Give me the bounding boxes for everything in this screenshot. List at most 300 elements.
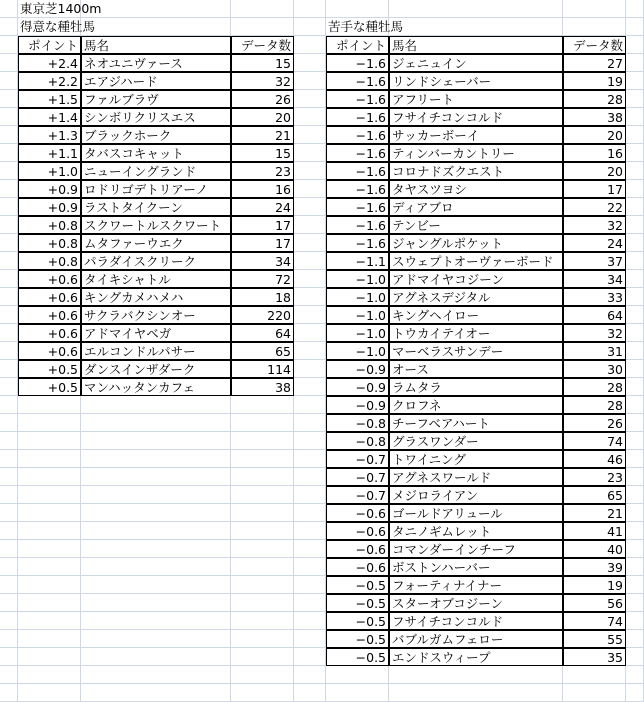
grid-cell[interactable] (626, 306, 644, 324)
grid-cell[interactable] (294, 540, 326, 558)
left-point-cell[interactable]: +1.3 (18, 126, 81, 144)
right-horse-cell[interactable]: クロフネ (389, 396, 563, 414)
left-count-cell[interactable]: 38 (231, 378, 294, 396)
right-point-cell[interactable]: −0.9 (326, 360, 389, 378)
grid-cell[interactable] (626, 36, 644, 54)
grid-cell[interactable] (0, 288, 18, 306)
grid-cell[interactable] (294, 126, 326, 144)
left-horse-cell[interactable]: サクラバクシンオー (81, 306, 231, 324)
right-point-cell[interactable]: −1.6 (326, 234, 389, 252)
grid-cell[interactable] (0, 576, 18, 594)
left-point-cell[interactable]: +0.8 (18, 216, 81, 234)
left-count-cell[interactable]: 17 (231, 216, 294, 234)
right-point-cell[interactable]: −1.6 (326, 198, 389, 216)
left-header-point[interactable]: ポイント (18, 36, 81, 54)
left-count-cell[interactable]: 72 (231, 270, 294, 288)
grid-cell[interactable] (18, 486, 81, 504)
grid-cell[interactable] (294, 252, 326, 270)
grid-cell[interactable] (0, 594, 18, 612)
left-point-cell[interactable]: +0.9 (18, 198, 81, 216)
right-count-cell[interactable]: 35 (563, 648, 626, 666)
right-point-cell[interactable]: −1.0 (326, 342, 389, 360)
grid-cell[interactable] (231, 468, 294, 486)
right-count-cell[interactable]: 31 (563, 342, 626, 360)
right-horse-cell[interactable]: ボストンハーバー (389, 558, 563, 576)
right-horse-cell[interactable]: アグネスデジタル (389, 288, 563, 306)
left-count-cell[interactable]: 64 (231, 324, 294, 342)
grid-cell[interactable] (18, 522, 81, 540)
right-count-cell[interactable]: 26 (563, 414, 626, 432)
grid-cell[interactable] (0, 432, 18, 450)
left-point-cell[interactable]: +1.1 (18, 144, 81, 162)
grid-cell[interactable] (626, 684, 644, 702)
grid-cell[interactable] (294, 54, 326, 72)
right-count-cell[interactable]: 23 (563, 468, 626, 486)
right-count-cell[interactable]: 32 (563, 216, 626, 234)
grid-cell[interactable] (81, 594, 231, 612)
grid-cell[interactable] (81, 522, 231, 540)
grid-cell[interactable] (81, 684, 231, 702)
right-point-cell[interactable]: −1.6 (326, 216, 389, 234)
grid-cell[interactable] (626, 234, 644, 252)
right-horse-cell[interactable]: ジェニュイン (389, 54, 563, 72)
left-horse-cell[interactable]: ラストタイクーン (81, 198, 231, 216)
grid-cell[interactable] (0, 216, 18, 234)
grid-cell[interactable] (231, 18, 294, 36)
right-point-cell[interactable]: −0.5 (326, 648, 389, 666)
left-point-cell[interactable]: +1.4 (18, 108, 81, 126)
left-horse-cell[interactable]: ムタファーウエク (81, 234, 231, 252)
grid-cell[interactable] (294, 198, 326, 216)
right-point-cell[interactable]: −1.0 (326, 288, 389, 306)
right-horse-cell[interactable]: テンビー (389, 216, 563, 234)
grid-cell[interactable] (0, 126, 18, 144)
grid-cell[interactable] (626, 162, 644, 180)
left-horse-cell[interactable]: ダンスインザダーク (81, 360, 231, 378)
grid-cell[interactable] (81, 486, 231, 504)
grid-cell[interactable] (389, 666, 563, 684)
grid-cell[interactable] (81, 648, 231, 666)
right-horse-cell[interactable]: ティンバーカントリー (389, 144, 563, 162)
grid-cell[interactable] (0, 162, 18, 180)
grid-cell[interactable] (0, 486, 18, 504)
right-point-cell[interactable]: −0.7 (326, 486, 389, 504)
left-count-cell[interactable]: 26 (231, 90, 294, 108)
right-header-count[interactable]: データ数 (563, 36, 626, 54)
left-horse-cell[interactable]: ブラックホーク (81, 126, 231, 144)
grid-cell[interactable] (81, 414, 231, 432)
left-count-cell[interactable]: 220 (231, 306, 294, 324)
grid-cell[interactable] (231, 486, 294, 504)
right-count-cell[interactable]: 38 (563, 108, 626, 126)
left-point-cell[interactable]: +0.6 (18, 270, 81, 288)
right-horse-cell[interactable]: メジロライアン (389, 486, 563, 504)
left-horse-cell[interactable]: ニューイングランド (81, 162, 231, 180)
right-point-cell[interactable]: −0.5 (326, 612, 389, 630)
left-horse-cell[interactable]: パラダイスクリーク (81, 252, 231, 270)
grid-cell[interactable] (294, 72, 326, 90)
grid-cell[interactable] (18, 648, 81, 666)
right-count-cell[interactable]: 34 (563, 270, 626, 288)
grid-cell[interactable] (626, 612, 644, 630)
right-point-cell[interactable]: −0.6 (326, 522, 389, 540)
grid-cell[interactable] (81, 468, 231, 486)
grid-cell[interactable] (626, 144, 644, 162)
right-horse-cell[interactable]: グラスワンダー (389, 432, 563, 450)
grid-cell[interactable] (0, 522, 18, 540)
right-horse-cell[interactable]: トウカイテイオー (389, 324, 563, 342)
grid-cell[interactable] (294, 414, 326, 432)
grid-cell[interactable] (0, 630, 18, 648)
grid-cell[interactable] (294, 306, 326, 324)
grid-cell[interactable] (0, 72, 18, 90)
grid-cell[interactable] (563, 684, 626, 702)
grid-cell[interactable] (626, 90, 644, 108)
grid-cell[interactable] (18, 432, 81, 450)
right-point-cell[interactable]: −0.5 (326, 630, 389, 648)
grid-cell[interactable] (626, 324, 644, 342)
grid-cell[interactable] (18, 630, 81, 648)
grid-cell[interactable] (18, 504, 81, 522)
grid-cell[interactable] (0, 90, 18, 108)
grid-cell[interactable] (81, 18, 231, 36)
grid-cell[interactable] (18, 666, 81, 684)
left-horse-cell[interactable]: マンハッタンカフェ (81, 378, 231, 396)
grid-cell[interactable] (626, 252, 644, 270)
grid-cell[interactable] (294, 162, 326, 180)
grid-cell[interactable] (294, 270, 326, 288)
grid-cell[interactable] (231, 450, 294, 468)
left-point-cell[interactable]: +2.4 (18, 54, 81, 72)
right-horse-cell[interactable]: スウェプトオーヴァーボード (389, 252, 563, 270)
grid-cell[interactable] (294, 0, 326, 18)
right-count-cell[interactable]: 32 (563, 324, 626, 342)
grid-cell[interactable] (0, 396, 18, 414)
left-point-cell[interactable]: +0.6 (18, 342, 81, 360)
grid-cell[interactable] (626, 270, 644, 288)
grid-cell[interactable] (18, 468, 81, 486)
left-point-cell[interactable]: +2.2 (18, 72, 81, 90)
grid-cell[interactable] (626, 396, 644, 414)
grid-cell[interactable] (0, 180, 18, 198)
right-horse-cell[interactable]: エンドスウィープ (389, 648, 563, 666)
left-count-cell[interactable]: 18 (231, 288, 294, 306)
grid-cell[interactable] (326, 0, 389, 18)
right-point-cell[interactable]: −0.7 (326, 450, 389, 468)
right-horse-cell[interactable]: アフリート (389, 90, 563, 108)
grid-cell[interactable] (0, 54, 18, 72)
right-horse-cell[interactable]: ディアブロ (389, 198, 563, 216)
grid-cell[interactable] (626, 504, 644, 522)
left-point-cell[interactable]: +0.6 (18, 324, 81, 342)
grid-cell[interactable] (294, 324, 326, 342)
grid-cell[interactable] (0, 450, 18, 468)
right-point-cell[interactable]: −1.0 (326, 306, 389, 324)
right-point-cell[interactable]: −0.9 (326, 396, 389, 414)
left-horse-cell[interactable]: アドマイヤベガ (81, 324, 231, 342)
right-horse-cell[interactable]: フォーティナイナー (389, 576, 563, 594)
grid-cell[interactable] (231, 504, 294, 522)
grid-cell[interactable] (231, 630, 294, 648)
grid-cell[interactable] (626, 522, 644, 540)
grid-cell[interactable] (294, 36, 326, 54)
left-header-count[interactable]: データ数 (231, 36, 294, 54)
left-horse-cell[interactable]: スクワートルスクワート (81, 216, 231, 234)
left-count-cell[interactable]: 16 (231, 180, 294, 198)
right-point-cell[interactable]: −0.6 (326, 504, 389, 522)
grid-cell[interactable] (0, 612, 18, 630)
grid-cell[interactable] (626, 468, 644, 486)
grid-cell[interactable] (626, 72, 644, 90)
grid-cell[interactable] (626, 378, 644, 396)
left-count-cell[interactable]: 114 (231, 360, 294, 378)
left-point-cell[interactable]: +0.5 (18, 360, 81, 378)
left-count-cell[interactable]: 17 (231, 234, 294, 252)
grid-cell[interactable] (81, 666, 231, 684)
right-count-cell[interactable]: 46 (563, 450, 626, 468)
grid-cell[interactable] (563, 0, 626, 18)
right-count-cell[interactable]: 21 (563, 504, 626, 522)
right-point-cell[interactable]: −1.6 (326, 162, 389, 180)
grid-cell[interactable] (626, 54, 644, 72)
right-horse-cell[interactable]: ゴールドアリュール (389, 504, 563, 522)
right-count-cell[interactable]: 17 (563, 180, 626, 198)
grid-cell[interactable] (18, 594, 81, 612)
grid-cell[interactable] (626, 594, 644, 612)
grid-cell[interactable] (294, 450, 326, 468)
right-point-cell[interactable]: −1.6 (326, 54, 389, 72)
left-count-cell[interactable]: 32 (231, 72, 294, 90)
left-horse-cell[interactable]: ロドリゴデトリアーノ (81, 180, 231, 198)
grid-cell[interactable] (626, 486, 644, 504)
grid-cell[interactable] (294, 90, 326, 108)
grid-cell[interactable] (626, 414, 644, 432)
grid-cell[interactable] (563, 18, 626, 36)
grid-cell[interactable] (0, 252, 18, 270)
right-count-cell[interactable]: 20 (563, 162, 626, 180)
grid-cell[interactable] (294, 216, 326, 234)
grid-cell[interactable] (0, 198, 18, 216)
grid-cell[interactable] (294, 558, 326, 576)
left-count-cell[interactable]: 65 (231, 342, 294, 360)
left-point-cell[interactable]: +0.6 (18, 306, 81, 324)
grid-cell[interactable] (626, 576, 644, 594)
right-count-cell[interactable]: 30 (563, 360, 626, 378)
left-count-cell[interactable]: 15 (231, 54, 294, 72)
grid-cell[interactable] (294, 684, 326, 702)
right-count-cell[interactable]: 40 (563, 540, 626, 558)
grid-cell[interactable] (231, 396, 294, 414)
grid-cell[interactable] (18, 414, 81, 432)
grid-cell[interactable] (81, 576, 231, 594)
grid-cell[interactable] (626, 18, 644, 36)
right-horse-cell[interactable]: チーフベアハート (389, 414, 563, 432)
grid-cell[interactable] (231, 594, 294, 612)
grid-cell[interactable] (0, 18, 18, 36)
right-point-cell[interactable]: −0.6 (326, 558, 389, 576)
right-header-point[interactable]: ポイント (326, 36, 389, 54)
grid-cell[interactable] (294, 576, 326, 594)
grid-cell[interactable] (0, 234, 18, 252)
right-horse-cell[interactable]: コロナドズクエスト (389, 162, 563, 180)
grid-cell[interactable] (294, 522, 326, 540)
right-horse-cell[interactable]: マーベラスサンデー (389, 342, 563, 360)
grid-cell[interactable] (231, 666, 294, 684)
right-horse-cell[interactable]: ラムタラ (389, 378, 563, 396)
right-count-cell[interactable]: 37 (563, 252, 626, 270)
left-point-cell[interactable]: +1.0 (18, 162, 81, 180)
left-horse-cell[interactable]: タバスコキャット (81, 144, 231, 162)
right-count-cell[interactable]: 28 (563, 378, 626, 396)
grid-cell[interactable] (626, 342, 644, 360)
left-horse-cell[interactable]: エルコンドルパサー (81, 342, 231, 360)
left-count-cell[interactable]: 23 (231, 162, 294, 180)
grid-cell[interactable] (626, 126, 644, 144)
grid-cell[interactable] (0, 306, 18, 324)
grid-cell[interactable] (0, 144, 18, 162)
left-horse-cell[interactable]: シンボリクリスエス (81, 108, 231, 126)
left-point-cell[interactable]: +0.5 (18, 378, 81, 396)
grid-cell[interactable] (326, 684, 389, 702)
grid-cell[interactable] (0, 360, 18, 378)
grid-cell[interactable] (294, 666, 326, 684)
grid-cell[interactable] (0, 324, 18, 342)
right-count-cell[interactable]: 19 (563, 72, 626, 90)
grid-cell[interactable] (18, 540, 81, 558)
grid-cell[interactable] (0, 0, 18, 18)
right-point-cell[interactable]: −1.6 (326, 180, 389, 198)
right-point-cell[interactable]: −1.6 (326, 144, 389, 162)
right-count-cell[interactable]: 16 (563, 144, 626, 162)
grid-cell[interactable] (294, 648, 326, 666)
grid-cell[interactable] (294, 378, 326, 396)
left-count-cell[interactable]: 15 (231, 144, 294, 162)
left-count-cell[interactable]: 34 (231, 252, 294, 270)
left-count-cell[interactable]: 20 (231, 108, 294, 126)
grid-cell[interactable] (294, 504, 326, 522)
right-horse-cell[interactable]: フサイチコンコルド (389, 108, 563, 126)
grid-cell[interactable] (0, 666, 18, 684)
grid-cell[interactable] (0, 342, 18, 360)
right-count-cell[interactable]: 74 (563, 432, 626, 450)
right-count-cell[interactable]: 27 (563, 54, 626, 72)
grid-cell[interactable] (626, 288, 644, 306)
grid-cell[interactable] (18, 684, 81, 702)
grid-cell[interactable] (626, 450, 644, 468)
right-horse-cell[interactable]: サッカーボーイ (389, 126, 563, 144)
grid-cell[interactable] (231, 432, 294, 450)
right-count-cell[interactable]: 28 (563, 396, 626, 414)
right-horse-cell[interactable]: スターオブコジーン (389, 594, 563, 612)
right-horse-cell[interactable]: アグネスワールド (389, 468, 563, 486)
left-count-cell[interactable]: 24 (231, 198, 294, 216)
right-point-cell[interactable]: −1.6 (326, 108, 389, 126)
grid-cell[interactable] (294, 360, 326, 378)
grid-cell[interactable] (231, 576, 294, 594)
right-horse-cell[interactable]: タニノギムレット (389, 522, 563, 540)
right-count-cell[interactable]: 65 (563, 486, 626, 504)
grid-cell[interactable] (626, 666, 644, 684)
grid-cell[interactable] (18, 396, 81, 414)
right-count-cell[interactable]: 33 (563, 288, 626, 306)
right-horse-cell[interactable]: タヤスツヨシ (389, 180, 563, 198)
grid-cell[interactable] (231, 522, 294, 540)
left-horse-cell[interactable]: エアジハード (81, 72, 231, 90)
right-horse-cell[interactable]: オース (389, 360, 563, 378)
grid-cell[interactable] (81, 504, 231, 522)
grid-cell[interactable] (231, 0, 294, 18)
grid-cell[interactable] (294, 18, 326, 36)
grid-cell[interactable] (0, 108, 18, 126)
grid-cell[interactable] (626, 630, 644, 648)
right-point-cell[interactable]: −0.8 (326, 432, 389, 450)
grid-cell[interactable] (326, 666, 389, 684)
grid-cell[interactable] (18, 612, 81, 630)
grid-cell[interactable] (0, 468, 18, 486)
grid-cell[interactable] (81, 450, 231, 468)
left-point-cell[interactable]: +1.5 (18, 90, 81, 108)
right-horse-cell[interactable]: リンドシェーバー (389, 72, 563, 90)
right-point-cell[interactable]: −0.5 (326, 576, 389, 594)
right-count-cell[interactable]: 39 (563, 558, 626, 576)
left-header-name[interactable]: 馬名 (81, 36, 231, 54)
grid-cell[interactable] (0, 684, 18, 702)
right-point-cell[interactable]: −1.6 (326, 90, 389, 108)
grid-cell[interactable] (626, 648, 644, 666)
left-count-cell[interactable]: 21 (231, 126, 294, 144)
right-point-cell[interactable]: −1.0 (326, 324, 389, 342)
grid-cell[interactable] (231, 612, 294, 630)
grid-cell[interactable] (0, 504, 18, 522)
grid-cell[interactable] (294, 594, 326, 612)
grid-cell[interactable] (294, 486, 326, 504)
right-point-cell[interactable]: −0.5 (326, 594, 389, 612)
left-point-cell[interactable]: +0.8 (18, 234, 81, 252)
grid-cell[interactable] (626, 540, 644, 558)
grid-cell[interactable] (231, 540, 294, 558)
grid-cell[interactable] (81, 558, 231, 576)
left-point-cell[interactable]: +0.6 (18, 288, 81, 306)
grid-cell[interactable] (0, 36, 18, 54)
grid-cell[interactable] (294, 234, 326, 252)
grid-cell[interactable] (18, 576, 81, 594)
grid-cell[interactable] (231, 558, 294, 576)
grid-cell[interactable] (626, 180, 644, 198)
grid-cell[interactable] (0, 558, 18, 576)
grid-cell[interactable] (294, 396, 326, 414)
right-point-cell[interactable]: −1.6 (326, 72, 389, 90)
grid-cell[interactable] (81, 540, 231, 558)
right-count-cell[interactable]: 19 (563, 576, 626, 594)
right-horse-cell[interactable]: アドマイヤコジーン (389, 270, 563, 288)
right-horse-cell[interactable]: バブルガムフェロー (389, 630, 563, 648)
right-point-cell[interactable]: −0.8 (326, 414, 389, 432)
right-count-cell[interactable]: 64 (563, 306, 626, 324)
grid-cell[interactable] (0, 378, 18, 396)
grid-cell[interactable] (626, 558, 644, 576)
grid-cell[interactable] (294, 630, 326, 648)
grid-cell[interactable] (389, 684, 563, 702)
right-point-cell[interactable]: −0.7 (326, 468, 389, 486)
grid-cell[interactable] (18, 558, 81, 576)
grid-cell[interactable] (389, 18, 563, 36)
right-point-cell[interactable]: −1.0 (326, 270, 389, 288)
right-point-cell[interactable]: −0.9 (326, 378, 389, 396)
grid-cell[interactable] (294, 432, 326, 450)
left-horse-cell[interactable]: ネオユニヴァース (81, 54, 231, 72)
right-point-cell[interactable]: −1.1 (326, 252, 389, 270)
right-count-cell[interactable]: 74 (563, 612, 626, 630)
